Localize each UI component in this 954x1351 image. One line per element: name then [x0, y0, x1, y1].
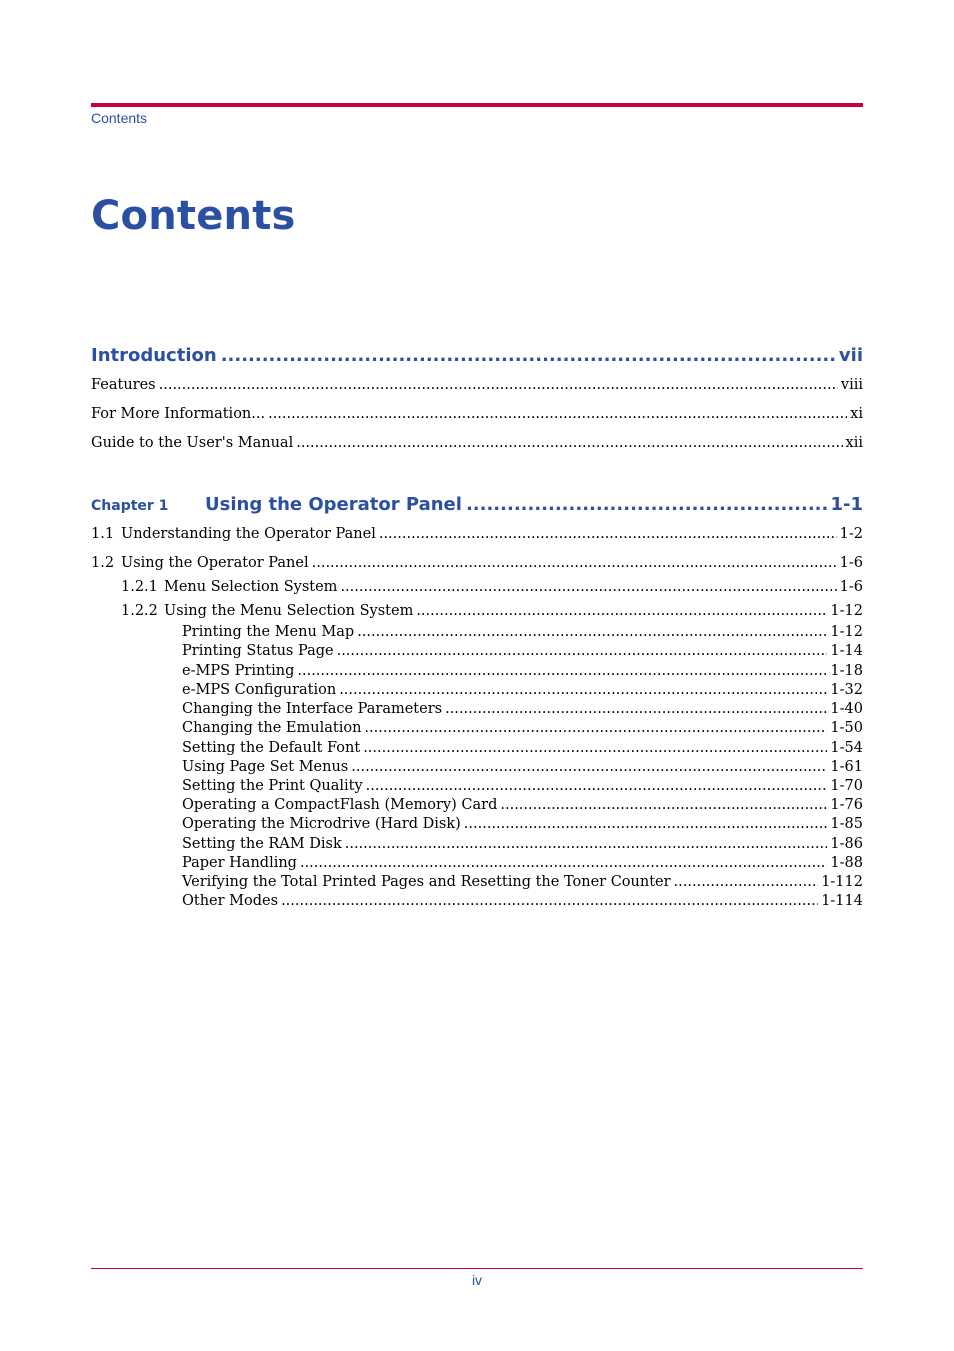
toc-entry-page: 1-70	[830, 778, 863, 794]
toc-topic[interactable]	[182, 700, 863, 719]
toc-topic[interactable]	[182, 777, 863, 796]
toc-subsection-1-2-1[interactable]	[121, 578, 863, 597]
toc-topic[interactable]	[182, 854, 863, 873]
toc-entry-page: 1-14	[830, 643, 863, 659]
toc-topic[interactable]	[182, 873, 863, 892]
toc-topic[interactable]	[182, 681, 863, 700]
dot-leader	[337, 642, 828, 661]
toc-entry-text: Features	[91, 377, 156, 393]
toc-entry-page: 1-76	[830, 797, 863, 813]
toc-entry-text: Setting the Default Font	[182, 740, 361, 756]
toc-entry-page: 1-12	[830, 603, 863, 619]
toc-entry-page: 1-40	[830, 701, 863, 717]
dot-leader	[312, 554, 837, 573]
toc-entry-text: Printing Status Page	[182, 643, 334, 659]
toc-topic[interactable]	[182, 662, 863, 681]
toc-entry-page: 1-112	[821, 874, 863, 890]
dot-leader	[364, 719, 827, 738]
dot-leader	[351, 758, 827, 777]
toc-entry-page: 1-88	[830, 855, 863, 871]
toc-entry-page: 1-50	[830, 720, 863, 736]
toc-introduction-heading[interactable]	[91, 345, 863, 366]
toc-topic[interactable]	[182, 719, 863, 738]
chapter-title: Using the Operator Panel	[205, 494, 462, 515]
toc-topic[interactable]	[182, 642, 863, 661]
toc-topic[interactable]	[182, 835, 863, 854]
toc-entry-features[interactable]	[91, 376, 863, 395]
introduction-page: vii	[838, 345, 863, 366]
toc-entry-text: Setting the Print Quality	[182, 778, 363, 794]
toc-entry-text: e-MPS Printing	[182, 663, 295, 679]
toc-entry-text: Verifying the Total Printed Pages and Resetting the Toner Counter	[182, 874, 671, 890]
toc-entry-text: Operating a CompactFlash (Memory) Card	[182, 797, 498, 813]
toc-entry-page: 1-114	[821, 893, 863, 909]
dot-leader	[363, 739, 827, 758]
toc-entry-more-information[interactable]	[91, 405, 863, 424]
dot-leader	[221, 345, 837, 366]
section-number: 1.2	[91, 555, 115, 571]
chapter-page: 1-1	[830, 494, 863, 515]
toc-entry-page: 1-86	[830, 836, 863, 852]
toc-entry-page: 1-32	[830, 682, 863, 698]
toc-section-1-2[interactable]	[91, 554, 863, 573]
toc-topic[interactable]	[182, 739, 863, 758]
dot-leader	[340, 578, 836, 597]
header-rule	[91, 103, 863, 107]
toc-entry-text: Changing the Emulation	[182, 720, 362, 736]
toc-entry-page: 1-54	[830, 740, 863, 756]
dot-leader	[445, 700, 827, 719]
toc-entry-guide[interactable]	[91, 434, 863, 453]
toc-entry-text: Printing the Menu Map	[182, 624, 355, 640]
dot-leader	[416, 602, 827, 621]
toc-entry-page: 1-61	[830, 759, 863, 775]
dot-leader	[297, 662, 827, 681]
dot-leader	[296, 434, 842, 453]
page-number: iv	[471, 1272, 483, 1288]
toc-entry-text: Menu Selection System	[164, 579, 338, 595]
introduction-label: Introduction	[91, 345, 217, 366]
dot-leader	[281, 892, 818, 911]
dot-leader	[466, 494, 829, 515]
dot-leader	[500, 796, 827, 815]
dot-leader	[464, 815, 828, 834]
toc-entry-text: e-MPS Configuration	[182, 682, 337, 698]
toc-topic[interactable]	[182, 892, 863, 911]
dot-leader	[674, 873, 819, 892]
page-title: Contents	[91, 193, 296, 239]
toc-entry-text: Paper Handling	[182, 855, 297, 871]
dot-leader	[268, 405, 847, 424]
toc-subsection-1-2-2[interactable]	[121, 602, 863, 621]
subsection-number: 1.2.1	[121, 579, 158, 595]
toc-topic[interactable]	[182, 796, 863, 815]
dot-leader	[159, 376, 838, 395]
running-head: Contents	[91, 110, 148, 126]
dot-leader	[366, 777, 828, 796]
toc-entry-page: 1-6	[839, 555, 863, 571]
footer-rule	[91, 1268, 863, 1269]
dot-leader	[357, 623, 827, 642]
toc-section-1-1[interactable]	[91, 525, 863, 544]
toc-entry-text: Understanding the Operator Panel	[121, 526, 376, 542]
toc-entry-page: 1-6	[839, 579, 863, 595]
toc-entry-page: xi	[850, 406, 863, 422]
dot-leader	[339, 681, 827, 700]
toc-entry-text: Other Modes	[182, 893, 279, 909]
toc-entry-text: Using the Menu Selection System	[164, 603, 414, 619]
section-number: 1.1	[91, 526, 115, 542]
chapter-label: Chapter 1	[91, 498, 169, 514]
toc-entry-text: Guide to the User's Manual	[91, 435, 294, 451]
toc-entry-page: 1-12	[830, 624, 863, 640]
toc-entry-page: viii	[840, 377, 863, 393]
toc-topic[interactable]	[182, 623, 863, 642]
dot-leader	[300, 854, 827, 873]
toc-entry-page: 1-2	[839, 526, 863, 542]
toc-entry-page: 1-18	[830, 663, 863, 679]
toc-entry-text: Setting the RAM Disk	[182, 836, 342, 852]
dot-leader	[345, 835, 828, 854]
dot-leader	[379, 525, 837, 544]
toc-entry-text: Using the Operator Panel	[121, 555, 309, 571]
toc-entry-text: Operating the Microdrive (Hard Disk)	[182, 816, 461, 832]
toc-entry-text: Changing the Interface Parameters	[182, 701, 443, 717]
toc-topic[interactable]	[182, 815, 863, 834]
toc-entry-page: xii	[845, 435, 863, 451]
toc-entry-text: For More Information...	[91, 406, 266, 422]
subsection-number: 1.2.2	[121, 603, 158, 619]
toc-entry-text: Using Page Set Menus	[182, 759, 349, 775]
toc-chapter-1-heading[interactable]	[91, 494, 863, 515]
toc-entry-page: 1-85	[830, 816, 863, 832]
toc-topic[interactable]	[182, 758, 863, 777]
